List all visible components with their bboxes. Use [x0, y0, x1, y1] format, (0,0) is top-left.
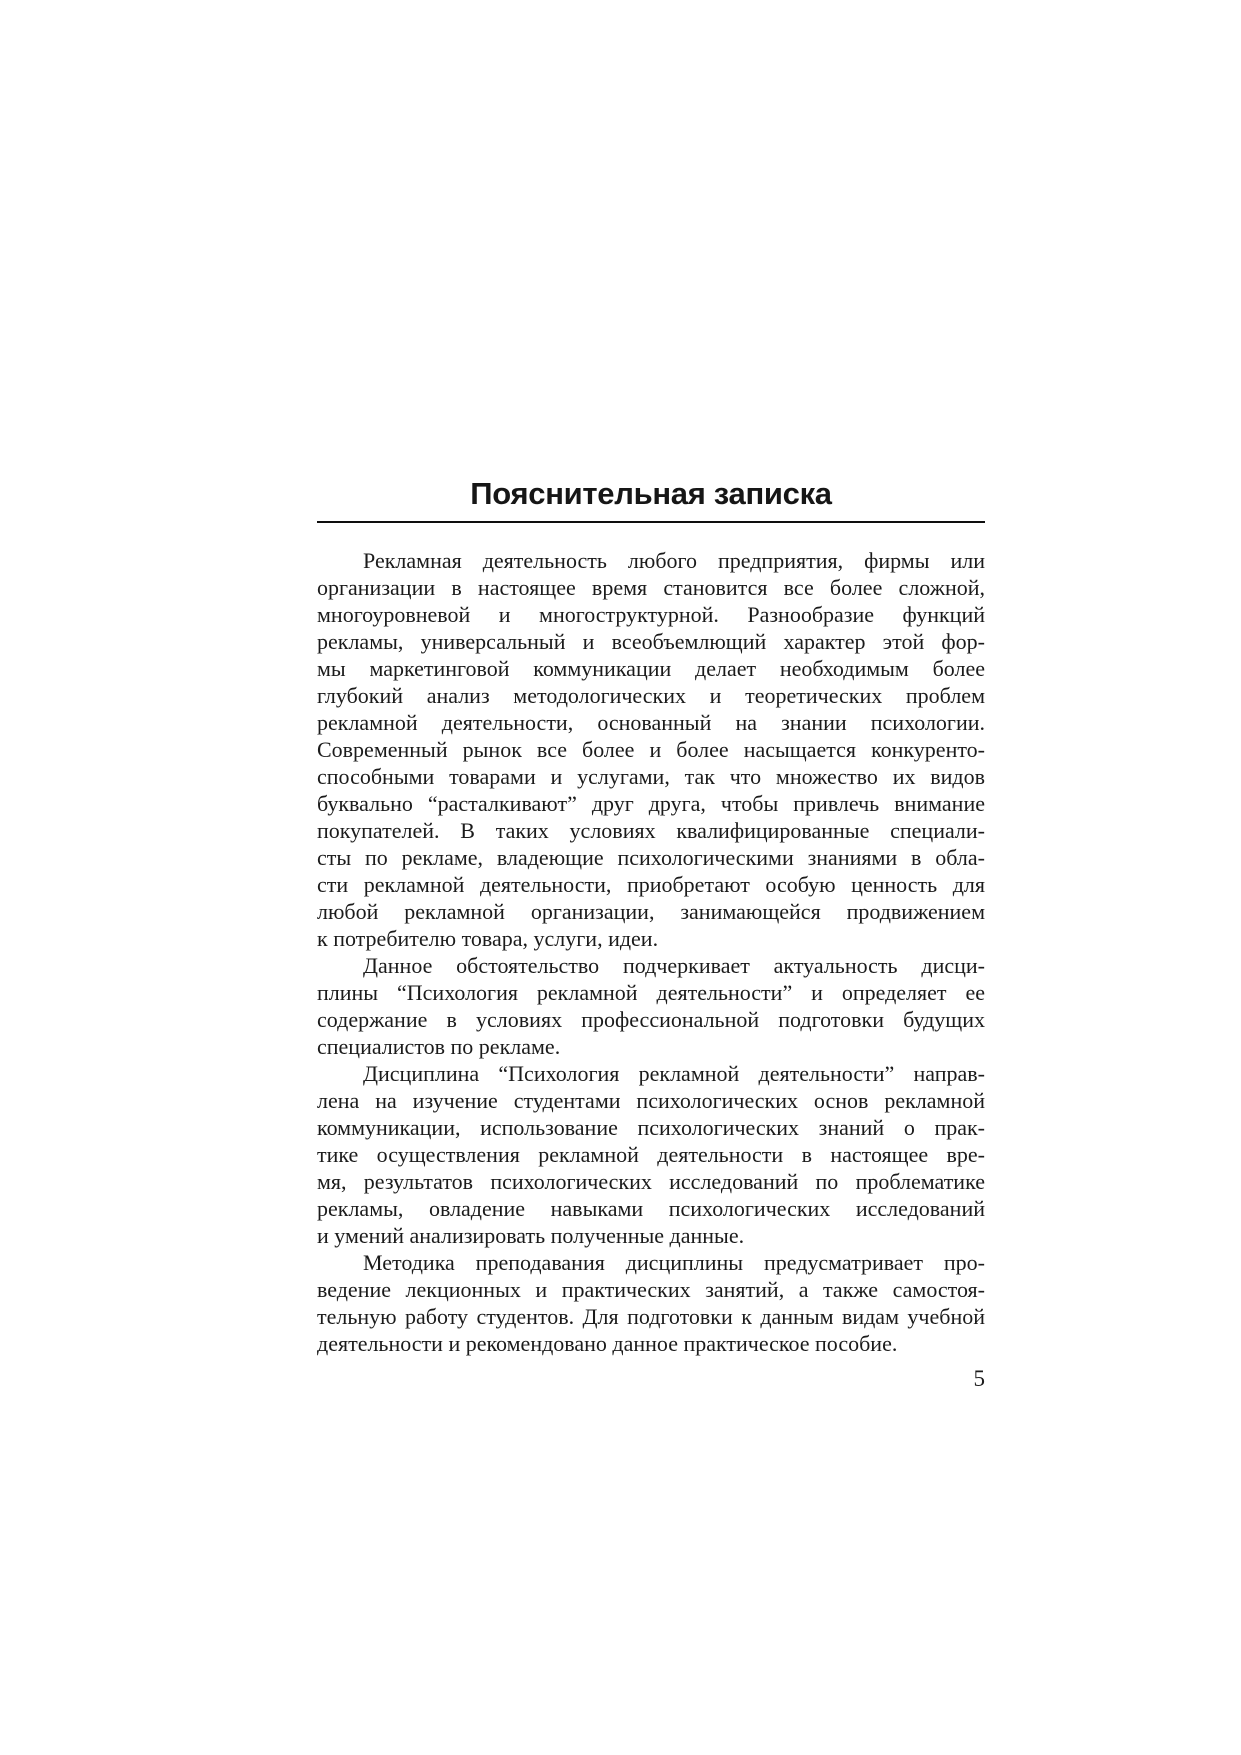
text-line: буквально “расталкивают” друг друга, чтобы привлечь внимание: [317, 791, 985, 816]
paragraph: [317, 1060, 985, 1249]
text-line: тике осуществления рекламной деятельности в настоящее вре-: [317, 1142, 985, 1167]
text-line: способными товарами и услугами, так что множество их видов: [317, 764, 985, 789]
text-line: многоуровневой и многоструктурной. Разнообразие функций: [317, 602, 985, 627]
text-line: Современный рынок все более и более насыщается конкуренто-: [317, 737, 985, 762]
text-line: сти рекламной деятельности, приобретают особую ценность для: [317, 872, 985, 897]
page-number: 5: [973, 1366, 985, 1391]
text-line: коммуникации, использование психологических знаний о прак-: [317, 1115, 985, 1140]
text-line: содержание в условиях профессиональной подготовки будущих: [317, 1007, 985, 1032]
text-line: специалистов по рекламе.: [317, 1034, 561, 1059]
text-line: мя, результатов психологических исследований по проблематике: [317, 1169, 985, 1194]
text-line: сты по рекламе, владеющие психологическими знаниями в обла-: [317, 845, 985, 870]
text-line: глубокий анализ методологических и теоретических проблем: [317, 683, 985, 708]
page-title: Пояснительная записка: [470, 476, 832, 511]
paragraph: [317, 547, 985, 952]
paragraph: [317, 952, 985, 1060]
title-rule: [317, 521, 985, 523]
text-line: лена на изучение студентами психологических основ рекламной: [317, 1088, 985, 1113]
text-line: Данное обстоятельство подчеркивает актуальность дисци-: [363, 953, 985, 978]
text-line: Рекламная деятельность любого предприятия, фирмы или: [363, 548, 985, 573]
text-line: мы маркетинговой коммуникации делает необходимым более: [317, 656, 985, 681]
text-line: Методика преподавания дисциплины предусматривает про-: [363, 1250, 985, 1275]
content-column: [317, 478, 985, 1392]
text-line: плины “Психология рекламной деятельности” и определяет ее: [317, 980, 985, 1005]
text-line: к потребителю товара, услуги, идеи.: [317, 926, 659, 951]
text-line: любой рекламной организации, занимающейся продвижением: [317, 899, 985, 924]
text-line: деятельности и рекомендовано данное практическое пособие.: [317, 1331, 898, 1356]
text-line: ведение лекционных и практических занятий, а также самостоя-: [317, 1277, 985, 1302]
paragraph: [317, 1249, 985, 1357]
text-line: рекламы, овладение навыками психологических исследований: [317, 1196, 985, 1221]
text-line: рекламы, универсальный и всеобъемлющий характер этой фор-: [317, 629, 985, 654]
text-line: покупателей. В таких условиях квалифицированные специали-: [317, 818, 985, 843]
text-line: Дисциплина “Психология рекламной деятельности” направ-: [363, 1061, 985, 1086]
text-line: тельную работу студентов. Для подготовки к данным видам учебной: [317, 1304, 985, 1329]
text-line: рекламной деятельности, основанный на знании психологии.: [317, 710, 985, 735]
text-line: организации в настоящее время становится все более сложной,: [317, 575, 985, 600]
body-text: [317, 547, 985, 1357]
text-line: и умений анализировать полученные данные.: [317, 1223, 745, 1248]
